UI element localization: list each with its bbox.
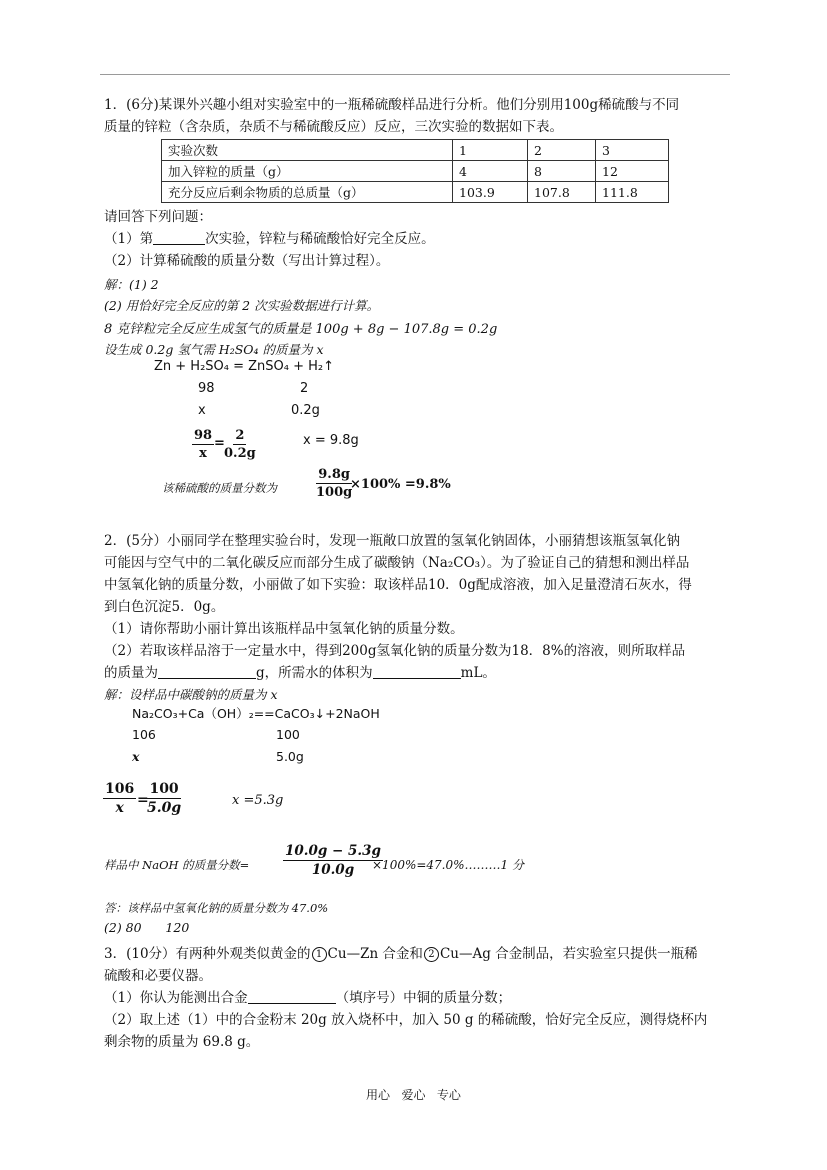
table-row [162, 182, 669, 203]
q2-equation: Na₂CO₃+Ca（OH）₂==CaCO₃↓+2NaOH [132, 706, 380, 721]
circled-number-2: 2 [424, 947, 439, 962]
q1-eq-mass-1: 98 [198, 381, 215, 396]
table-cell: 107.8 [528, 182, 596, 203]
q1-answer-1: 解：(1) 2 [104, 277, 159, 292]
q1-fraction-equals: = [214, 436, 225, 451]
table-cell: 103.9 [453, 182, 528, 203]
q2-eq-var-1: x [132, 749, 140, 764]
q1-sub-1-post: 次实验，锌粒与稀硫酸恰好完全反应。 [205, 231, 435, 247]
q2-line-2: 可能因与空气中的二氧化碳反应而部分生成了碳酸钠（Na₂CO₃）。为了验证自己的猜想和测出样品 [104, 555, 690, 571]
q3-sub-1 [104, 987, 511, 1009]
q3-line-1-pre: 3．(10分）有两种外观类似黄金的 [104, 946, 311, 962]
q2-sub-2-mid: g，所需水的体积为 [256, 665, 373, 681]
fraction-denominator: 0.2g [224, 446, 256, 461]
table-cell: 4 [453, 161, 528, 182]
table-row [162, 140, 669, 161]
table-cell: 充分反应后剩余物质的总质量（g） [162, 182, 453, 203]
table-cell: 3 [596, 140, 669, 161]
q2-fraction-equals: = [137, 792, 149, 808]
q1-eq-var-2: 0.2g [291, 403, 320, 418]
q2-sub-2-cont [104, 662, 496, 684]
fraction-numerator: 2 [235, 428, 245, 443]
fraction-numerator: 106 [105, 781, 135, 797]
q2-answer-2: (2) 80 120 [104, 920, 190, 935]
q1-fraction-1 [192, 428, 214, 461]
q2-eq-mass-1: 106 [132, 727, 156, 742]
q2-pct-fraction [283, 843, 383, 878]
q2-line-1: 2．(5分）小丽同学在整理实验台时，发现一瓶敞口放置的氢氧化钠固体，小丽猜想该瓶氢氧化钠 [104, 533, 680, 549]
q2-eq-mass-2: 100 [276, 727, 300, 742]
table-cell: 111.8 [596, 182, 669, 203]
q1-answer-4: 设生成 0.2g 氢气需 H₂SO₄ 的质量为 x [104, 342, 324, 357]
q2-eq-var-2: 5.0g [276, 749, 304, 764]
q2-answer-1: 解：设样品中碳酸钠的质量为 x [104, 687, 278, 702]
q1-final-fraction [316, 467, 352, 500]
q2-sub-2-post: mL。 [460, 665, 496, 681]
q2-answer-statement: 答：该样品中氢氧化钠的质量分数为 47.0% [104, 901, 329, 915]
fraction-denominator: 5.0g [147, 800, 182, 816]
answer-blank[interactable] [158, 664, 256, 679]
q1-sub-1 [104, 228, 435, 250]
q2-pct-tail: ×100%=47.0%………1 分 [372, 858, 524, 872]
q2-line-3: 中氢氧化钠的质量分数，小丽做了如下实验：取该样品10．0g配成溶液，加入足量澄清石灰水，得 [104, 577, 692, 593]
q1-sub-1-pre: （1）第 [104, 231, 154, 247]
fraction-numerator: 10.0g − 5.3g [285, 843, 381, 859]
q1-final-tail: ×100% =9.8% [350, 477, 451, 492]
table-cell: 加入锌粒的质量（g） [162, 161, 453, 182]
fraction-denominator: 10.0g [311, 862, 355, 878]
q3-sub-2-cont: 剩余物的质量为 69.8 g。 [104, 1034, 260, 1050]
table-cell: 8 [528, 161, 596, 182]
q1-sub-2: （2）计算稀硫酸的质量分数（写出计算过程）。 [104, 253, 390, 269]
answer-blank[interactable] [153, 230, 205, 245]
q1-result-x: x = 9.8g [303, 433, 359, 448]
q1-data-table [161, 139, 669, 203]
q3-line-1-post: Cu—Ag 合金制品，若实验室只提供一瓶稀 [439, 946, 698, 962]
q2-result-x: x =5.3g [232, 793, 284, 808]
q1-prompt: 请回答下列问题： [104, 209, 212, 225]
q3-sub-2: （2）取上述（1）中的合金粉末 20g 放入烧杯中，加入 50 g 的稀硫酸，恰好完全反应，测得烧杯内 [104, 1012, 708, 1028]
page-footer: 用心 爱心 专心 [366, 1088, 461, 1102]
q1-answer-3: 8 克锌粒完全反应生成氢气的质量是 100g + 8g − 107.8g = 0.2g [104, 322, 498, 337]
q1-equation: Zn + H₂SO₄ = ZnSO₄ + H₂↑ [154, 359, 335, 374]
circled-number-1: 1 [312, 947, 327, 962]
q1-eq-var-1: x [198, 403, 206, 418]
q1-fraction-2 [224, 428, 256, 461]
fraction-denominator: x [115, 800, 124, 816]
q1-final-label: 该稀硫酸的质量分数为 [162, 481, 277, 495]
q2-fraction-2 [147, 781, 181, 816]
q2-fraction-1 [103, 781, 136, 816]
q2-sub-2-pre: 的质量为 [104, 665, 158, 681]
q1-line-1: 1．(6分)某课外兴趣小组对实验室中的一瓶稀硫酸样品进行分析。他们分别用100g稀硫酸与不同 [104, 97, 680, 113]
q3-line-1 [104, 943, 698, 965]
answer-blank[interactable] [248, 989, 336, 1004]
q3-sub-1-pre: （1）你认为能测出合金 [104, 990, 248, 1006]
table-cell: 2 [528, 140, 596, 161]
q1-line-2: 质量的锌粒（含杂质，杂质不与稀硫酸反应）反应，三次实验的数据如下表。 [104, 119, 563, 135]
fraction-numerator: 98 [194, 428, 213, 443]
fraction-denominator: x [199, 446, 207, 461]
answer-blank[interactable] [373, 664, 461, 679]
table-row [162, 161, 669, 182]
table-cell: 1 [453, 140, 528, 161]
q2-pct-label: 样品中 NaOH 的质量分数= [104, 858, 250, 872]
table-cell: 实验次数 [162, 140, 453, 161]
header-rule [100, 74, 730, 75]
fraction-denominator: 100g [316, 485, 353, 500]
q2-line-4: 到白色沉淀5．0g。 [104, 599, 225, 615]
table-cell: 12 [596, 161, 669, 182]
fraction-numerator: 100 [149, 781, 179, 797]
q2-sub-1: （1）请你帮助小丽计算出该瓶样品中氢氧化钠的质量分数。 [104, 621, 464, 637]
q2-sub-2: （2）若取该样品溶于一定量水中，得到200g氢氧化钠的质量分数为18．8%的溶液，则所取样品 [104, 643, 686, 659]
q3-line-2: 硫酸和必要仪器。 [104, 968, 212, 984]
q1-eq-mass-2: 2 [300, 381, 309, 396]
q3-sub-1-post: （填序号）中铜的质量分数； [335, 990, 512, 1006]
q3-alloy-1: Cu—Zn 合金和 [327, 946, 423, 962]
q1-answer-2: (2) 用恰好完全反应的第 2 次实验数据进行计算。 [104, 298, 380, 313]
fraction-numerator: 9.8g [318, 467, 350, 482]
